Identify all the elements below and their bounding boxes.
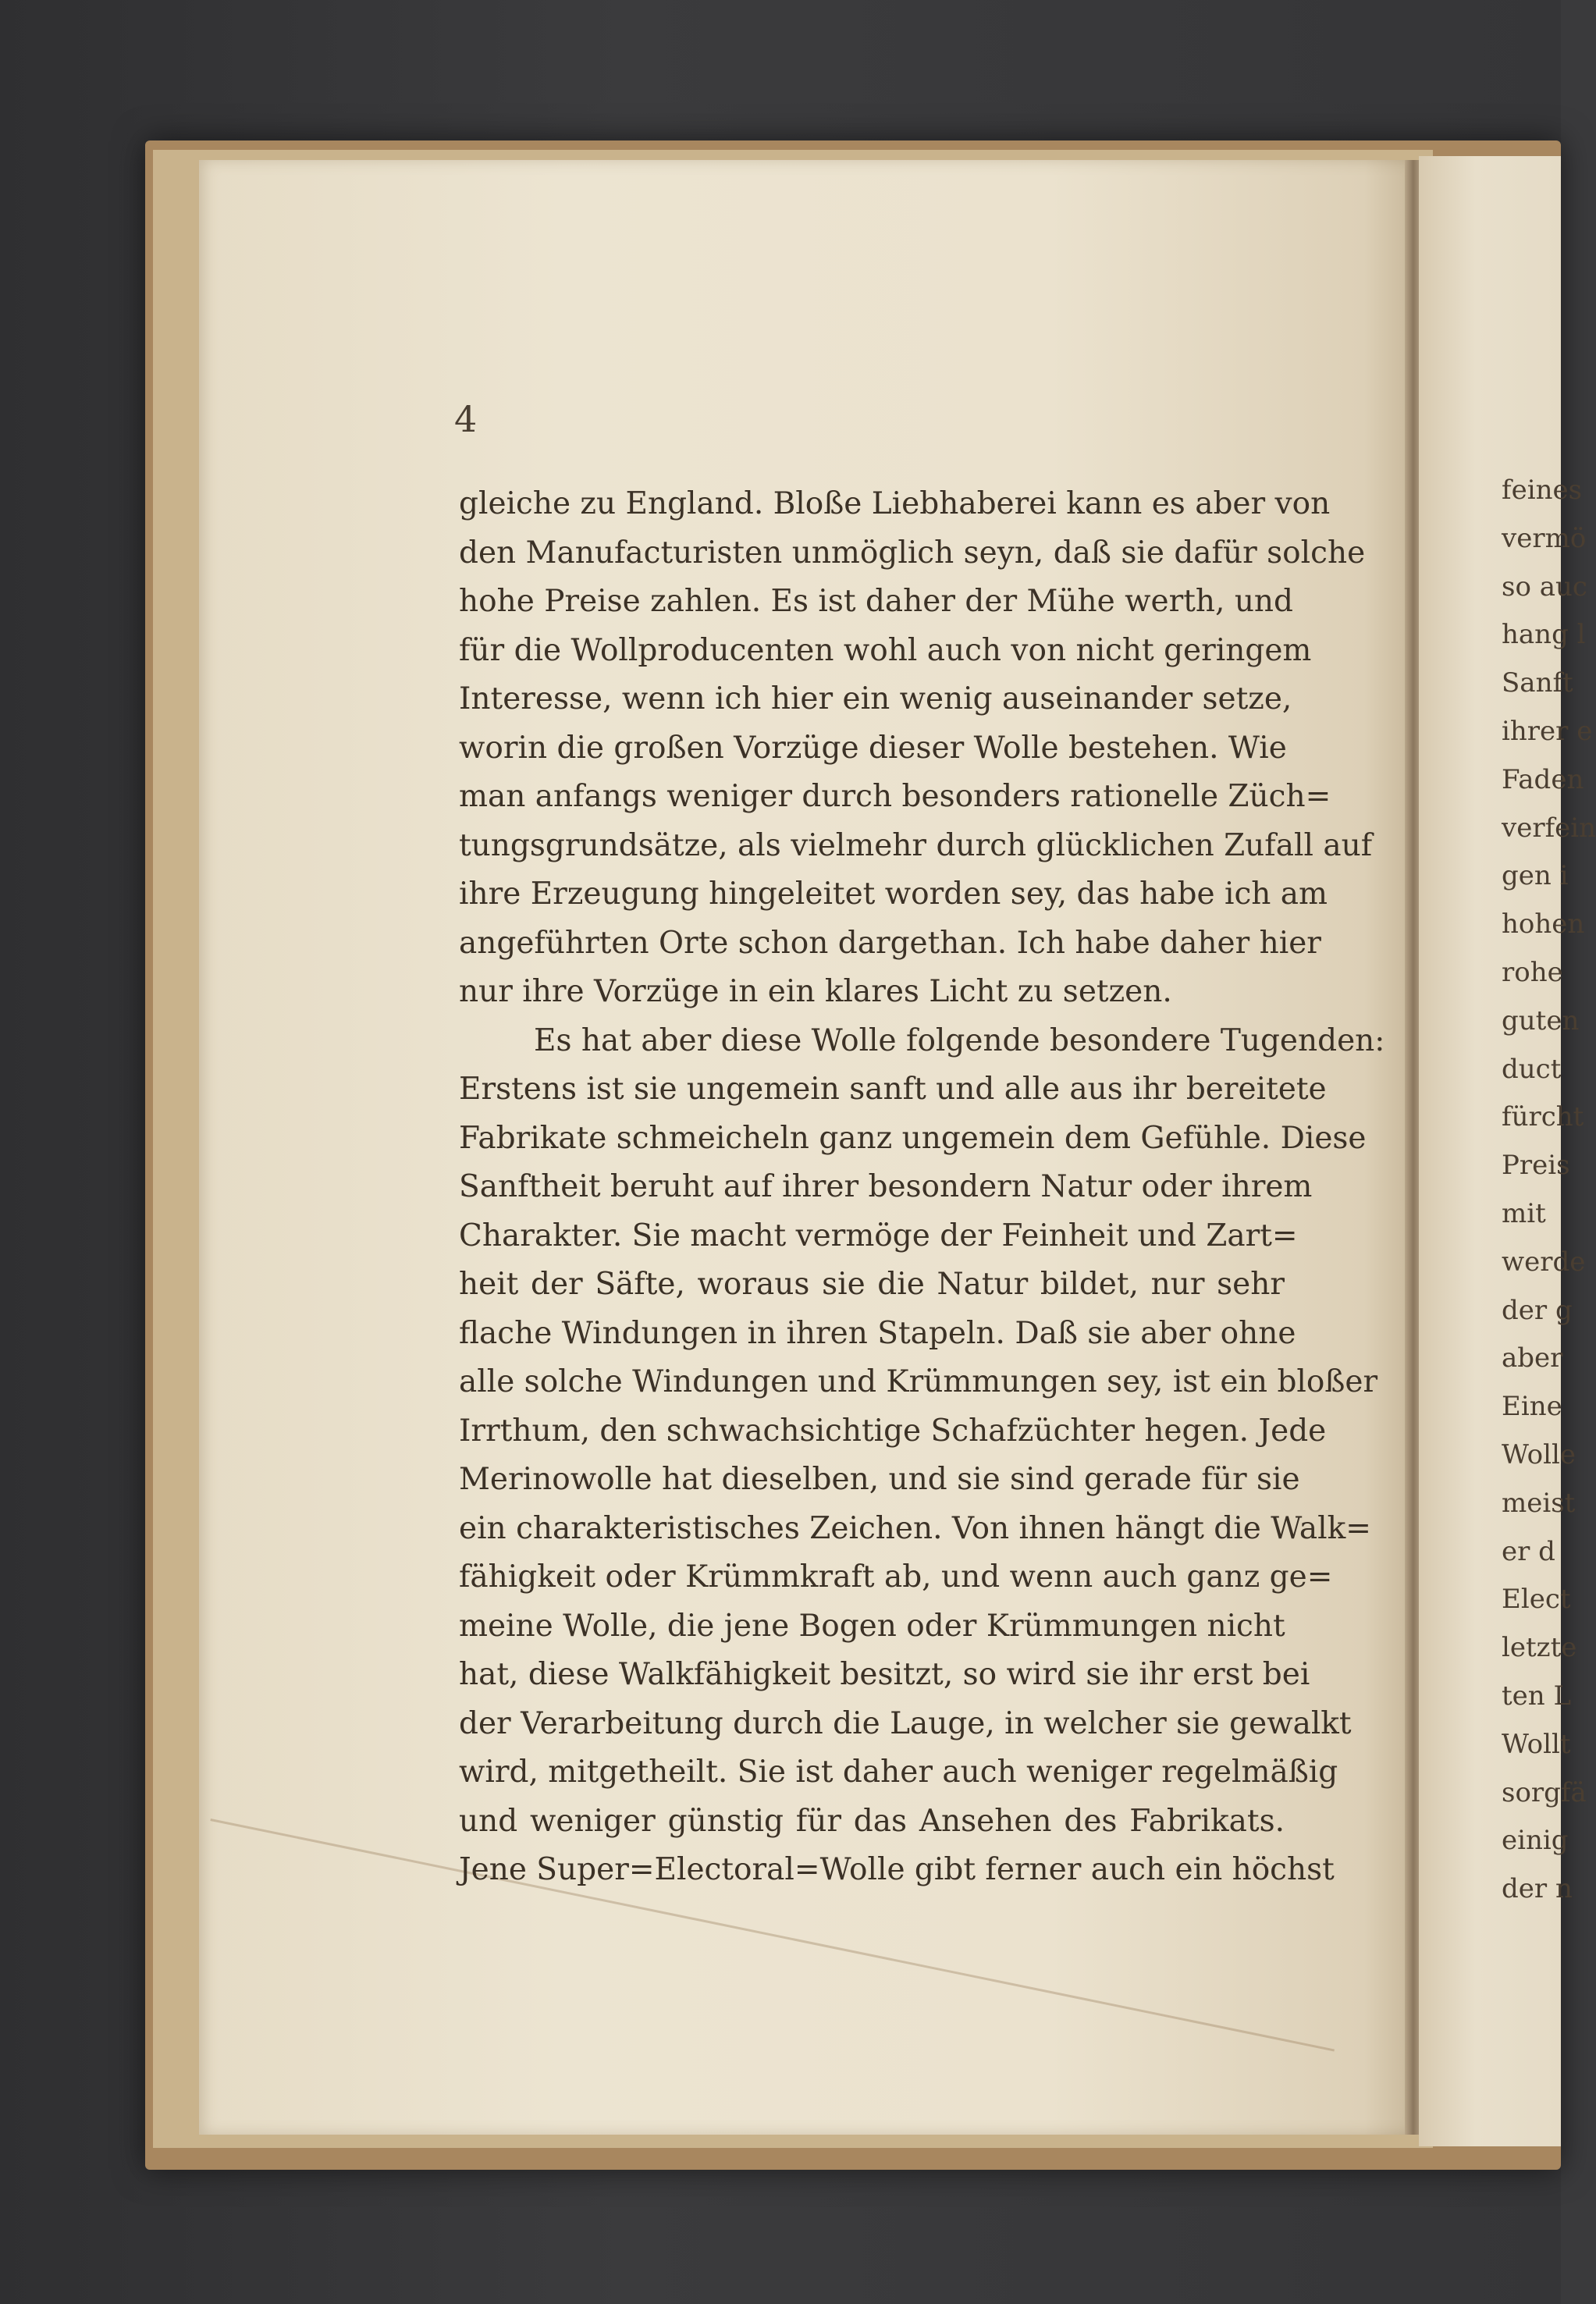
text-line: Irrthum, den schwachsichtige Schafzüchter hegen. Jede <box>459 1413 1327 1449</box>
fragment-line: letzte <box>1502 1632 1577 1664</box>
body-text <box>459 480 1385 1895</box>
fragment-line: fürcht <box>1502 1101 1584 1133</box>
text-line: Fabrikate schmeicheln ganz ungemein dem Gefühle. Diese <box>459 1120 1367 1156</box>
text-line: Interesse, wenn ich hier ein wenig auseinander setze, <box>459 681 1292 716</box>
fragment-line: werde <box>1502 1246 1586 1278</box>
text-line: Jene Super=Electoral=Wolle gibt ferner auch ein höchst <box>459 1852 1335 1887</box>
fragment-line: sorgfä <box>1502 1776 1587 1808</box>
facing-page-text-fragments <box>1502 467 1596 1914</box>
text-line: nur ihre Vorzüge in ein klares Licht zu setzen. <box>459 974 1172 1009</box>
fragment-line: einig <box>1502 1825 1569 1857</box>
text-line: Erstens ist sie ungemein sanft und alle aus ihr bereitete <box>459 1072 1327 1107</box>
text-line: worin die großen Vorzüge dieser Wolle bestehen. Wie <box>459 730 1287 766</box>
text-line: man anfangs weniger durch besonders rationelle Züch= <box>459 779 1331 814</box>
page-number: 4 <box>454 398 478 440</box>
paragraph-1 <box>459 480 1373 1017</box>
fragment-line: Wolle <box>1502 1438 1576 1470</box>
fragment-line: aber <box>1502 1342 1563 1374</box>
text-line: tungsgrundsätze, als vielmehr durch glücklichen Zufall auf <box>459 827 1373 863</box>
text-line: hat, diese Walkfähigkeit besitzt, so wird sie ihr erst bei <box>459 1657 1310 1692</box>
text-line: angeführten Orte schon dargethan. Ich habe daher hier <box>459 925 1321 961</box>
fragment-line: ihrer e <box>1502 715 1593 747</box>
text-line: ein charakteristisches Zeichen. Von ihnen hängt die Walk= <box>459 1510 1371 1546</box>
text-line: alle solche Windungen und Krümmungen sey, ist ein bloßer <box>459 1364 1378 1399</box>
fragment-line: ten L <box>1502 1680 1572 1712</box>
text-line: gleiche zu England. Bloße Liebhaberei kann es aber von <box>459 486 1331 521</box>
text-line: wird, mitgetheilt. Sie ist daher auch weniger regelmäßig <box>459 1755 1338 1790</box>
text-line: Sanftheit beruht auf ihrer besondern Natur oder ihrem <box>459 1169 1313 1204</box>
fragment-line: Preis <box>1502 1150 1570 1182</box>
text-line: für die Wollproducenten wohl auch von nicht geringem <box>459 632 1312 668</box>
text-line: Charakter. Sie macht vermöge der Feinheit und Zart= <box>459 1218 1298 1253</box>
fragment-line: mit <box>1502 1197 1546 1229</box>
fragment-line: der n <box>1502 1873 1573 1905</box>
fragment-line: hohen <box>1502 908 1585 940</box>
text-line: den Manufacturisten unmöglich seyn, daß sie dafür solche <box>459 535 1366 571</box>
text-line: meine Wolle, die jene Bogen oder Krümmungen nicht <box>459 1608 1285 1644</box>
fragment-line: feines <box>1502 475 1583 506</box>
fragment-line: der g <box>1502 1294 1573 1326</box>
text-line: flache Windungen in ihren Stapeln. Daß sie aber ohne <box>459 1315 1296 1351</box>
fragment-line: Sanft <box>1502 667 1573 699</box>
fragment-line: Faden <box>1502 763 1584 795</box>
text-line: und weniger günstig für das Ansehen des Fabrikats. <box>459 1803 1285 1839</box>
fragment-line: gen i <box>1502 860 1569 892</box>
text-line: Merinowolle hat dieselben, und sie sind gerade für sie <box>459 1462 1300 1497</box>
fragment-line: meist <box>1502 1487 1576 1519</box>
fragment-line: rohe <box>1502 956 1563 988</box>
text-line: ihre Erzeugung hingeleitet worden sey, das habe ich am <box>459 876 1328 912</box>
text-line: hohe Preise zahlen. Es ist daher der Mühe werth, und <box>459 584 1294 619</box>
fragment-line: er d <box>1502 1535 1555 1567</box>
fragment-line: duct <box>1502 1053 1562 1085</box>
fragment-line: guten <box>1502 1004 1580 1036</box>
text-line: der Verarbeitung durch die Lauge, in welcher sie gewalkt <box>459 1705 1352 1741</box>
fragment-line: verfein <box>1502 812 1596 844</box>
fragment-line: Wollt <box>1502 1728 1571 1760</box>
fragment-line: vermö <box>1502 522 1587 554</box>
fragment-line: hang l <box>1502 619 1586 651</box>
fragment-line: Elect <box>1502 1584 1571 1616</box>
text-line: fähigkeit oder Krümmkraft ab, und wenn auch ganz ge= <box>459 1559 1333 1595</box>
fragment-line: so auc <box>1502 571 1587 603</box>
fragment-line: Eine <box>1502 1391 1562 1423</box>
paragraph-2 <box>459 1017 1385 1895</box>
text-line: heit der Säfte, woraus sie die Natur bildet, nur sehr <box>459 1267 1285 1302</box>
text-line: Es hat aber diese Wolle folgende besondere Tugenden: <box>534 1022 1385 1058</box>
